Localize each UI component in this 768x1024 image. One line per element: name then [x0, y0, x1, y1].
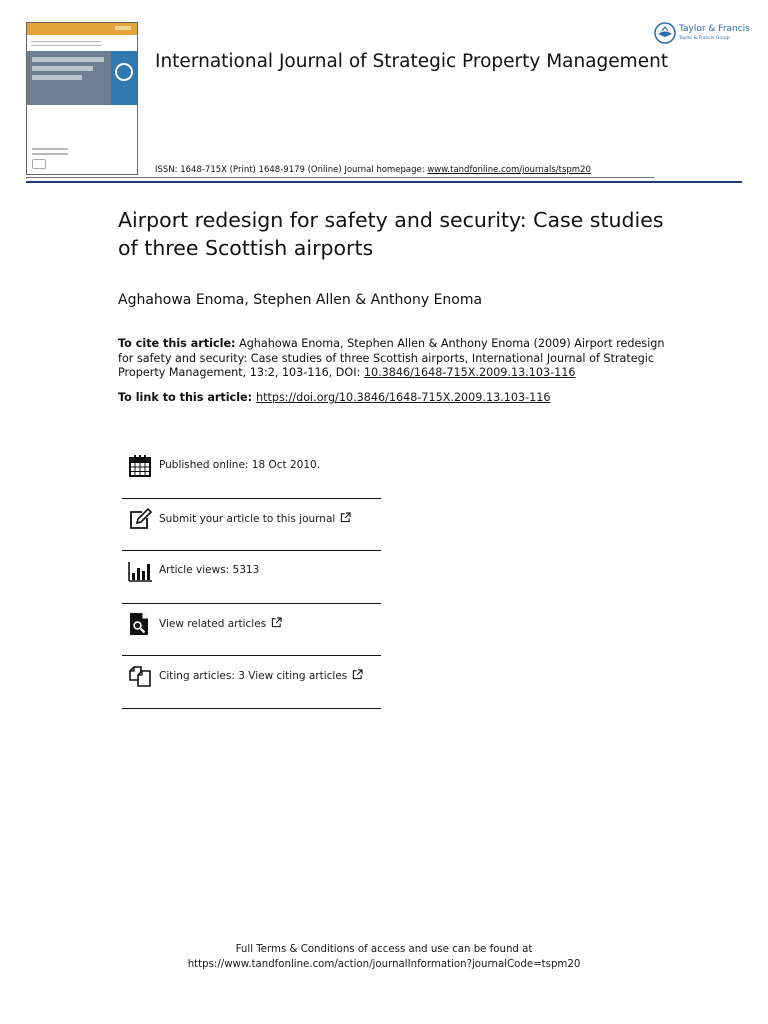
search-document-icon: [128, 612, 152, 636]
published-online-text: Published online: 18 Oct 2010.: [159, 459, 321, 471]
citing-documents-icon: [128, 664, 152, 688]
citing-articles-text: Citing articles: 3 View citing articles: [159, 670, 348, 682]
article-info-list: [122, 446, 381, 709]
related-articles-text: View related articles: [159, 617, 267, 630]
external-link-icon: [352, 669, 363, 680]
journal-homepage-link[interactable]: www.tandfonline.com/journals/tspm20: [427, 165, 591, 175]
cite-text: Aghahowa Enoma, Stephen Allen & Anthony Enoma (2009) Airport redesign for safety and security: Case studies of three Scottish airports, International Journal of Strategic Property Management, 13:2, 103-116, DOI:: [118, 337, 665, 379]
publisher-group: Taylor & Francis Group: [679, 36, 730, 41]
terms-footer: [0, 943, 768, 972]
article-link-block: [118, 391, 551, 404]
issn-text: ISSN: 1648-715X (Print) 1648-9179 (Online) Journal homepage:: [155, 165, 428, 175]
external-link-icon: [340, 512, 351, 523]
publisher-name: Taylor & Francis: [679, 24, 750, 34]
link-label: To link to this article:: [118, 391, 256, 404]
related-articles-link[interactable]: [159, 617, 282, 630]
related-articles-item[interactable]: [122, 604, 381, 657]
cite-doi-link[interactable]: 10.3846/1648-715X.2009.13.103-116: [363, 366, 576, 379]
submit-article-link[interactable]: [159, 512, 351, 525]
submit-article-item[interactable]: [122, 499, 381, 552]
citing-articles-link[interactable]: [159, 669, 363, 682]
citation-block: [118, 337, 678, 381]
terms-footer-line: Full Terms & Conditions of access and use can be found at: [235, 944, 533, 955]
external-link-icon: [271, 617, 282, 628]
issn-line: [155, 165, 591, 175]
header-divider: [26, 181, 742, 183]
article-views-item: [122, 551, 381, 604]
article-authors: Aghahowa Enoma, Stephen Allen & Anthony Enoma: [118, 292, 483, 308]
edit-icon: [128, 507, 152, 531]
article-title: Airport redesign for safety and security: Case studies of three Scottish airports: [118, 208, 664, 260]
journal-cover-thumbnail: [26, 22, 138, 175]
published-online-item: [122, 446, 381, 499]
calendar-icon: [128, 454, 152, 478]
header-divider-thin: [26, 177, 655, 178]
citing-articles-item[interactable]: [122, 656, 381, 709]
article-views-text: Article views: 5313: [159, 564, 260, 576]
journal-title: International Journal of Strategic Property Management: [155, 51, 669, 72]
article-doi-link[interactable]: https://doi.org/10.3846/1648-715X.2009.13.103-116: [256, 391, 551, 404]
bar-chart-icon: [128, 559, 152, 583]
submit-article-text: Submit your article to this journal: [159, 512, 336, 525]
taylor-francis-icon: [654, 22, 676, 44]
terms-footer-url[interactable]: https://www.tandfonline.com/action/journalInformation?journalCode=tspm20: [187, 958, 581, 970]
publisher-logo: [654, 22, 750, 46]
cite-label: To cite this article:: [118, 337, 236, 350]
